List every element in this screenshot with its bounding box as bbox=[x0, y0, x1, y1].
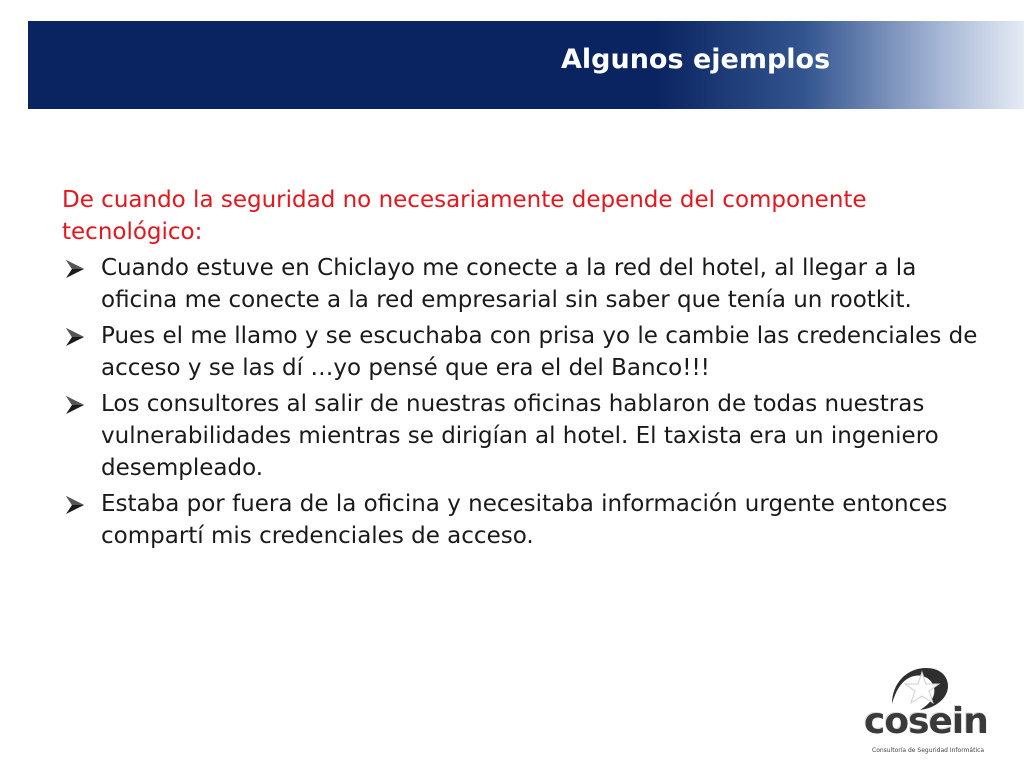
arrowhead-bullet-icon bbox=[64, 326, 86, 348]
bullet-text: Los consultores al salir de nuestras oficinas hablaron de todas nuestras vulnerabilidades mientras se dirigían al hotel. El taxista era un ingeniero desempleado. bbox=[101, 391, 939, 481]
bullet-item bbox=[62, 488, 982, 552]
bullet-item bbox=[62, 320, 982, 384]
slide-title: Algunos ejemplos bbox=[561, 44, 831, 75]
bullet-text: Cuando estuve en Chiclayo me conecte a la red del hotel, al llegar a la oficina me conecte a la red empresarial sin saber que tenía un rootkit. bbox=[101, 255, 917, 313]
bullet-item bbox=[62, 388, 982, 484]
arrowhead-bullet-icon bbox=[64, 494, 86, 516]
bullet-text: Pues el me llamo y se escuchaba con prisa yo le cambie las credenciales de acceso y se las dí …yo pensé que era el del Banco!!! bbox=[101, 323, 978, 381]
title-bar bbox=[28, 21, 1024, 109]
bullet-item bbox=[62, 252, 982, 316]
bullet-list bbox=[62, 252, 982, 552]
bullet-text: Estaba por fuera de la oficina y necesitaba información urgente entonces compartí mis credenciales de acceso. bbox=[101, 491, 948, 549]
arrowhead-bullet-icon bbox=[64, 258, 86, 280]
cosein-logo bbox=[864, 664, 988, 764]
intro-text: De cuando la seguridad no necesariamente depende del componente tecnológico: bbox=[62, 187, 867, 245]
logo-name: cosein bbox=[864, 701, 988, 742]
logo-tagline: Consultoría de Seguridad Informática bbox=[872, 747, 985, 754]
arrowhead-bullet-icon bbox=[64, 394, 86, 416]
slide-content bbox=[62, 184, 982, 556]
